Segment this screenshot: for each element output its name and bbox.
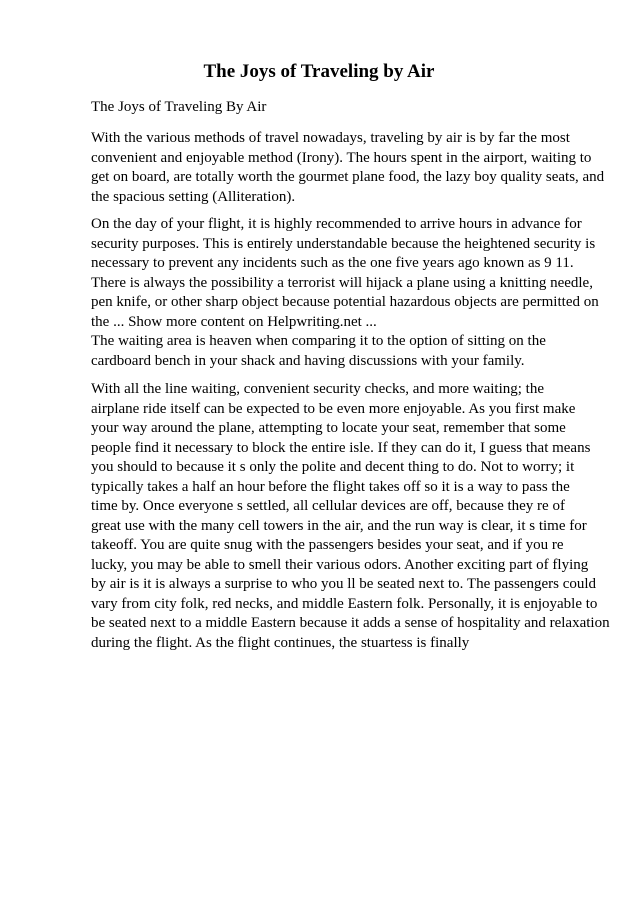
text-line: On the day of your flight, it is highly recommended to arrive hours in advance for [91,216,582,232]
paragraph-1 [91,129,605,207]
text-line: pen knife, or other sharp object because potential hazardous objects are permitted on [91,294,599,310]
paragraph-3 [91,380,610,653]
document-title: The Joys of Traveling by Air [203,61,435,82]
paragraph-2 [91,215,601,371]
text-line: necessary to prevent any incidents such as the one five years ago known as 9 11. [91,255,574,271]
text-line: vary from city folk, red necks, and middle Eastern folk. Personally, it is enjoyable to [91,595,598,612]
text-line: lucky, you may be able to smell their various odors. Another exciting part of flying [91,556,589,573]
text-line: airplane ride itself can be expected to be even more enjoyable. As you first make [91,400,576,417]
text-line: typically takes a half an hour before the flight takes off so it is a way to pass the [91,478,570,495]
text-line: security purposes. This is entirely understandable because the heightened security is [91,235,596,252]
text-line: your way around the plane, attempting to locate your seat, remember that some [91,420,566,436]
text-line: be seated next to a middle Eastern because it adds a sense of hospitality and relaxation [91,615,610,631]
text-line: you should to because it s only the polite and decent thing to do. Not to worry; it [91,459,575,475]
text-line: great use with the many cell towers in the air, and the run way is clear, it s time for [91,517,587,534]
text-line: get on board, are totally worth the gourmet plane food, the lazy boy quality seats, and [91,169,605,185]
text-line: the spacious setting (Alliteration). [91,188,296,205]
text-line: during the flight. As the flight continues, the stuartess is finally [91,634,470,651]
text-line: There is always the possibility a terrorist will hijack a plane using a knitting needle, [91,274,593,291]
text-line: by air is it is always a surprise to who you ll be seated next to. The passengers could [91,576,597,592]
text-line: time by. Once everyone s settled, all cellular devices are off, because they re of [91,498,565,514]
text-line: With the various methods of travel nowadays, traveling by air is by far the most [91,130,570,146]
text-line: cardboard bench in your shack and having discussions with your family. [91,352,525,369]
text-line: the ... Show more content on Helpwriting.net ... [91,313,377,330]
text-line: The waiting area is heaven when comparing it to the option of sitting on the [91,333,546,349]
text-line: takeoff. You are quite snug with the passengers besides your seat, and if you re [91,537,564,553]
text-line: people find it necessary to block the entire isle. If they can do it, I guess that means [91,439,591,456]
text-line: convenient and enjoyable method (Irony). The hours spent in the airport, waiting to [91,149,592,166]
text-line: With all the line waiting, convenient security checks, and more waiting; the [91,381,545,397]
document-subtitle: The Joys of Traveling By Air [91,99,267,115]
